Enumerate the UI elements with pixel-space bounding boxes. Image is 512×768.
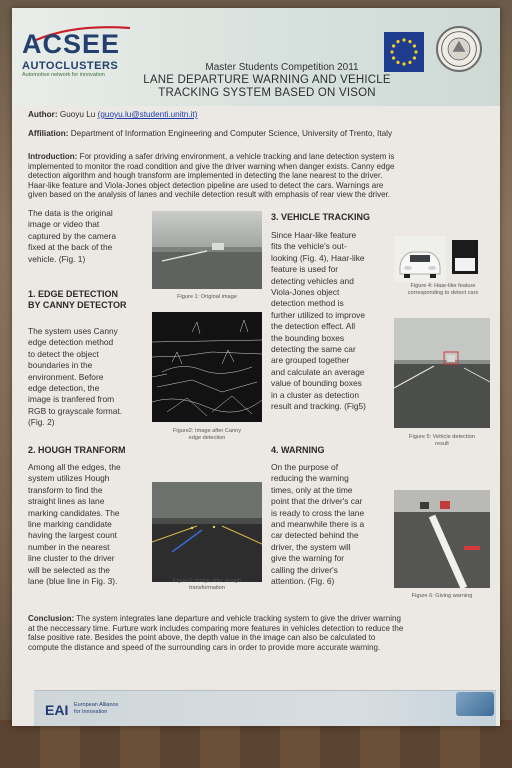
poster — [12, 8, 500, 726]
figure-6-caption: Figure 6: Giving warning — [411, 593, 473, 599]
author-label: Author: — [28, 110, 58, 119]
text-line: driver, the system will — [271, 541, 351, 552]
conclusion-line-3: false positive rate. Besides the point above, the depth value in the image can also be calculated to — [28, 633, 376, 643]
intro-line-4: Haar-like feature and Viola-Jones object detection pipeline are used to detect the cars. Warnings are — [28, 180, 384, 190]
text-line: straight lines as lane — [28, 496, 105, 507]
eai-subtitle-line-1: European Alliance — [74, 702, 119, 708]
section-1-title-line-1: 1. EDGE DETECTION — [28, 289, 119, 299]
text-line: calling the driver's — [271, 564, 338, 575]
figure-6-warning — [394, 490, 490, 588]
text-line: detection method is — [271, 298, 344, 309]
text-line: lane (blue line in Fig. 3). — [28, 576, 118, 587]
competition-name: Master Students Competition 2011 — [205, 62, 359, 73]
text-line: detecting the same car — [271, 344, 356, 355]
text-line: value of bounding boxes — [271, 378, 362, 389]
text-line: Since Haar-like feature — [271, 230, 357, 240]
floor-background — [0, 720, 512, 768]
figure-5-caption-line-1: Figure 5: Vehicle detection — [409, 434, 475, 440]
text-line: give the warning for — [271, 553, 345, 564]
section-1-heading — [28, 289, 154, 311]
figure-3-caption-line-1: Figure3: image after Hough — [172, 578, 242, 584]
text-line: boundaries in the — [28, 360, 93, 371]
text-line: line marking candidate — [28, 519, 112, 530]
text-line: attention. (Fig. 6) — [271, 576, 335, 587]
text-line: environment. Before — [28, 371, 104, 382]
eai-subtitle — [74, 702, 118, 716]
figure-5-caption — [394, 434, 490, 448]
intro-label: Introduction: — [28, 152, 78, 161]
figure-4-haar-feature — [452, 240, 478, 274]
logo-sub-text: AUTOCLUSTERS — [22, 60, 119, 72]
logo-tagline: Automotive network for innovation — [22, 72, 105, 78]
title-line-1: LANE DEPARTURE WARNING AND VEHICLE — [143, 74, 391, 86]
text-line: point that the driver's car — [271, 496, 363, 507]
introduction — [28, 152, 488, 200]
conclusion-label: Conclusion: — [28, 614, 75, 623]
text-line: image is tranfered from — [28, 394, 115, 405]
text-line: On the purpose of — [271, 462, 339, 472]
figure-4-caption-line-1: Figure 4: Haar-like feature — [410, 283, 476, 289]
text-line: in a cluster as detection — [271, 389, 359, 400]
text-line: and calculate an average — [271, 366, 365, 377]
text-line: having the largest count — [28, 530, 117, 541]
text-line: and meanwhile there is a — [271, 519, 365, 530]
figure-1-caption: Figure 1: Original image — [177, 294, 237, 300]
text-line: transform to find the — [28, 484, 103, 495]
figure-5-caption-line-2: result — [435, 441, 449, 447]
conclusion-line-1: Conclusion: The system integrates lane departure and vehicle tracking system to give the driver warning — [28, 614, 401, 623]
eai-subtitle-line-2: for Innovation — [74, 709, 108, 715]
text-line: marking candidates. The — [28, 507, 120, 518]
section-4-text — [271, 462, 392, 587]
text-line: the bounding boxes — [271, 332, 345, 343]
text-line: Viola-Jones object — [271, 287, 340, 298]
text-line: fixed at the back of the — [28, 242, 113, 253]
intro-line-2: implemented to monitor the road condition and give the driver warning when danger exists. Canny edge — [28, 161, 395, 171]
text-line: vehicle. (Fig. 1) — [28, 253, 86, 264]
affiliation-label: Affiliation: — [28, 129, 69, 138]
text-line: (Fig. 2) — [28, 417, 55, 428]
figure-1-original-image — [152, 211, 262, 289]
conclusion-line-4: compute the distance and speed of the surrounding cars in order to provide more accurate warning. — [28, 642, 381, 652]
text-line: number in the nearest — [28, 541, 110, 552]
university-seal-icon — [436, 26, 482, 72]
intro-line-3: detection algorithm and hough transform are implemented in detecting the lane nearest to the driver. — [28, 171, 383, 181]
figure-3-caption-line-2: transformation — [189, 585, 225, 591]
text-line: the detection effect. All — [271, 321, 356, 332]
figure-2-canny-edges — [152, 312, 262, 422]
data-intro-paragraph — [28, 208, 150, 265]
text-line: car detected behind the — [271, 530, 359, 541]
text-line: Among all the edges, the — [28, 462, 121, 472]
affiliation-text: Department of Information Engineering and Computer Science, University of Trento, Italy — [70, 129, 393, 138]
affiliation-line — [28, 129, 392, 139]
figure-2-caption-line-1: Figure2: Image after Canny — [172, 428, 242, 434]
figure-2-caption-line-2: edge detection — [188, 435, 226, 441]
conclusion — [28, 614, 488, 652]
text-line: times, only at the time — [271, 484, 353, 495]
partner-logo-icon — [456, 692, 494, 716]
section-2-text — [28, 462, 150, 587]
logo-main-text: ACSEE — [22, 29, 121, 59]
title-line-2: TRACKING SYSTEM BASED ON VISON — [158, 87, 376, 99]
text-line: RGB to grayscale format. — [28, 405, 123, 416]
intro-line-5: given based on the analysis of lanes and vechile detection result with emphasis of rear view the driver. — [28, 190, 390, 200]
text-line: system utilizes Hough — [28, 473, 110, 484]
text-line: The system uses Canny — [28, 326, 118, 336]
author-email-link[interactable]: (guoyu.lu@studenti.unitn.it) — [97, 110, 198, 119]
text-line: will be selected as the — [28, 564, 110, 575]
text-line: result and tracking. (Fig5) — [271, 401, 366, 412]
text-line: detecting vehicles and — [271, 275, 354, 286]
text-line: looking (Fig. 4), Haar-like — [271, 252, 365, 263]
text-line: fits the vehicle's out- — [271, 241, 347, 252]
text-line: captured by the camera — [28, 230, 116, 241]
figure-3-caption — [152, 578, 262, 592]
section-1-title-line-2: BY CANNY DETECTOR — [28, 300, 127, 310]
figure-2-caption — [152, 428, 262, 442]
section-1-text — [28, 326, 150, 429]
text-line: feature is used for — [271, 264, 339, 275]
text-line: are grouped together — [271, 355, 350, 366]
intro-line-1: Introduction: For providing a safer driving environment, a vehicle tracking and lane detection system is — [28, 152, 395, 161]
section-3-heading: 3. VEHICLE TRACKING — [271, 212, 371, 222]
text-line: edge detection method — [28, 337, 114, 348]
author-name: Guoyu Lu — [59, 110, 96, 119]
author-line — [28, 110, 197, 120]
text-line: further utilized to improve — [271, 309, 366, 320]
figure-4-caption-line-2: corresponding to detect cars — [407, 290, 479, 296]
figure-3-hough-transform — [152, 482, 262, 582]
text-line: to detect the object — [28, 348, 99, 359]
section-4-heading: 4. WARNING — [271, 445, 325, 455]
conclusion-line-2: at the neccessary time. Furture work includes comparing more features in vehicles detection to reduce the — [28, 623, 404, 633]
text-line: edge detection, the — [28, 383, 100, 394]
text-line: line cluster to the driver — [28, 553, 115, 564]
section-3-text — [271, 230, 392, 413]
eai-logo: EAI — [45, 702, 69, 718]
figure-5-vehicle-detection — [394, 318, 490, 428]
figure-4-car-image — [394, 236, 446, 282]
acsee-logo — [22, 30, 134, 90]
text-line: reducing the warning — [271, 473, 349, 484]
figure-4-caption — [394, 283, 492, 297]
text-line: is ready to cross the lane — [271, 507, 365, 518]
poster-title — [122, 74, 412, 100]
text-line: image or video that — [28, 219, 100, 230]
section-2-heading: 2. HOUGH TRANFORM — [28, 445, 126, 455]
text-line: The data is the original — [28, 208, 113, 218]
